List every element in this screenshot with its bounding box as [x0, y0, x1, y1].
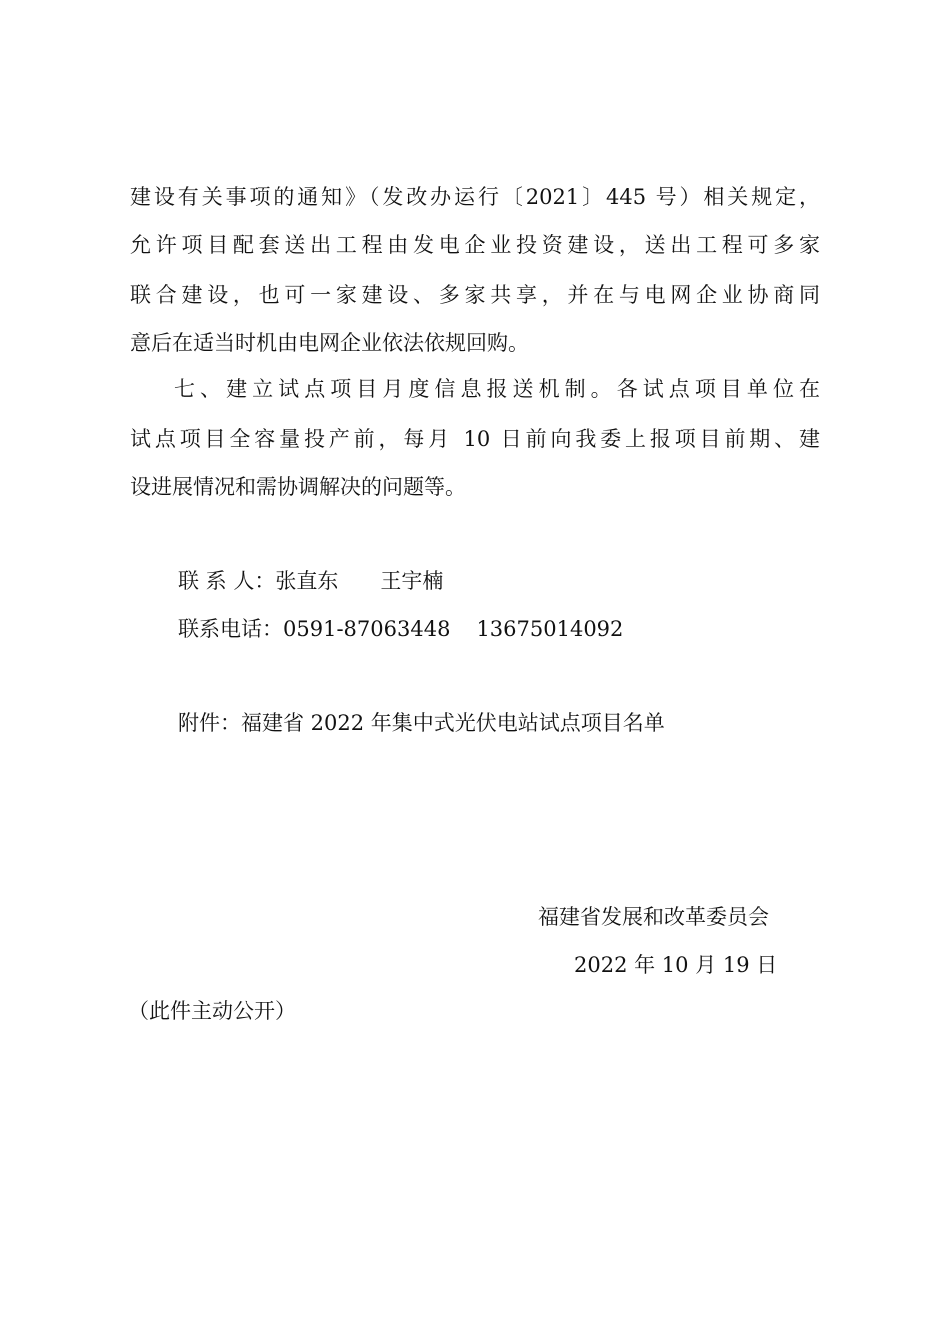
attachment-line: 附件：福建省 2022 年集中式光伏电站试点项目名单 — [178, 711, 665, 735]
paragraph-line: 建设有关事项的通知》（发改办运行〔2021〕445 号）相关规定， — [130, 185, 820, 209]
paragraph-line: 试点项目全容量投产前，每月 10 日前向我委上报项目前期、建 — [130, 427, 820, 451]
disclosure-note: （此件主动公开） — [128, 999, 296, 1023]
signature-date: 2022 年 10 月 19 日 — [574, 953, 778, 977]
contact-phone-1: 0591-87063448 — [283, 617, 451, 641]
paragraph-line: 联合建设，也可一家建设、多家共享，并在与电网企业协商同 — [130, 283, 820, 307]
contact-phone-label: 联系电话： — [178, 617, 283, 641]
paragraph-line: 允许项目配套送出工程由发电企业投资建设，送出工程可多家 — [130, 233, 820, 257]
contact-phone-2: 13675014092 — [476, 617, 624, 641]
contact-person-1: 张直东 — [275, 569, 339, 593]
contact-person-row — [178, 566, 443, 596]
signature-organization: 福建省发展和改革委员会 — [538, 905, 769, 929]
paragraph-line: 意后在适当时机由电网企业依法依规回购。 — [130, 331, 529, 355]
paragraph-line: 七、建立试点项目月度信息报送机制。各试点项目单位在 — [174, 377, 820, 401]
contact-person-2: 王宇楠 — [380, 569, 444, 593]
contact-phone-row — [178, 614, 623, 644]
contact-person-label: 联 系 人： — [178, 569, 276, 593]
paragraph-line: 设进展情况和需协调解决的问题等。 — [130, 475, 466, 499]
